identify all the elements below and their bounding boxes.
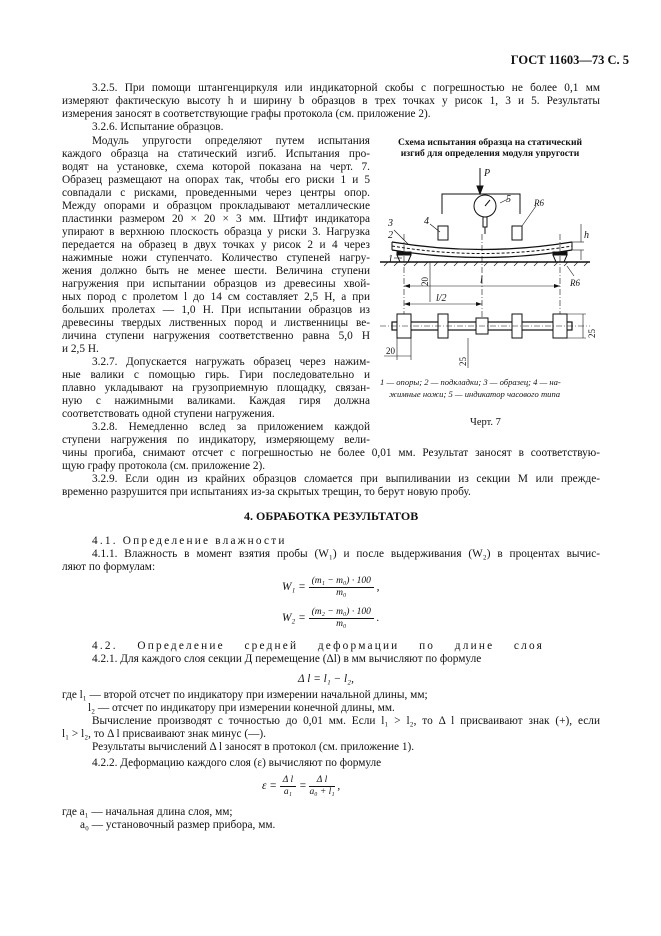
left-line: и 2,5 Н. [62,343,99,355]
where-l1: где l₁ — второй отсчет по индикатору при измерении начальной длины, мм; [62,689,428,701]
drawing-reference: Черт. 7 [470,417,501,428]
para-4-2-2-line: 4.2.2. Деформацию каждого слоя (ε) вычисляют по формуле [92,757,382,769]
formula-w1-denominator: m₀ [336,588,347,598]
left-line: пластинки размером 20 × 20 × 3 мм. Штифт индикатора [62,213,370,225]
para-4-1-1-line1: 4.1.1. Влажность в момент взятия пробы (W₁) и после выдерживания (W₂) в процентах вычис- [92,548,600,560]
para-4-1-1-line2: ляют по формулам: [62,561,156,573]
left-line: ступени нагружения по индикатору, измеряющему вели- [62,434,370,446]
para-3-2-5-line2: измеряют фактическую высоту h и ширину b образцов в трех точках у рисок 1, 3 и 5. Результаты [62,95,600,107]
para-3-2-9-line1: 3.2.9. Если один из крайних образцов сломается при выпиливании из секции М или прежде- [92,473,600,485]
left-line: 3.2.8. Немедленно вслед за приложением каждой [92,421,370,433]
formula-w1-tail: , [376,580,380,593]
left-line: нажимные ножи ступенчато. Количество ступеней нагру- [62,252,370,264]
left-line: упирают в верхнюю плоскость образца у риски 3. Нагрузка [62,226,370,238]
label-25-right: 25 [587,329,597,338]
where-l2: l₂ — отсчет по индикатору при измерении конечной длины, мм. [88,702,395,714]
left-line: больших пролетах — 1,0 Н. При испытании образцов из [62,304,370,316]
formula-eps-f2-numerator: Δ l [309,775,334,787]
label-5: 5 [506,194,511,205]
formula-eps-f1-numerator: Δ l [280,775,296,787]
label-l: l [480,275,483,286]
left-line: личина ступени нагружения соответственно равна 5,0 Н [62,330,370,342]
para-4-2-1-line: 4.2.1. Для каждого слоя секции Д перемещение (Δl) в мм вычисляют по формуле [92,653,482,665]
label-h: h [584,230,589,241]
where-a1: где a₁ — начальная длина слоя, мм; [62,806,233,818]
figure-caption-line2: изгиб для определения модуля упругости [400,148,580,159]
label-R6-bottom: R6 [570,278,580,288]
test-scheme-drawing [372,162,608,374]
formula-eps-fraction-1 [280,775,296,798]
para-3-2-5-line3: измерения заносят в соответствующие графы протокола (см. приложение 2). [62,108,431,120]
formula-w1-numerator: (m₁ − m₀) · 100 [309,576,374,588]
left-line: древесины твердых лиственных пород и лиственницы ве- [62,317,370,329]
formula-w1 [282,576,379,599]
left-line: водят на установке, схема которой показана на черт. 7. [62,161,370,173]
para-3-2-8-cont-line1: чины прогиба, снимают отсчет с погрешностью не более 0,01 мм. Результат заносят в соответствую- [62,447,600,459]
section-4-2-heading: 4.2. Определение средней деформации по длине слоя [92,640,544,652]
formula-w1-lhs: W₁ = [282,580,306,593]
formula-w2 [282,607,379,630]
para-3-2-6-heading: 3.2.6. Испытание образцов. [92,121,224,133]
label-P: P [484,168,491,179]
left-line: нагружения при испытании образцов из древесины хвой- [62,278,370,290]
label-1: 1 [388,254,393,265]
left-line: 3.2.7. Допускается нагружать образец через нажим- [92,356,370,368]
left-line: Образец размещают на опорах так, чтобы его риски 1 и 5 [62,174,370,186]
formula-w2-denominator: m₀ [336,619,347,629]
figure-caption-line1: Схема испытания образца на статический [397,137,582,148]
left-line: ных пород с пролетом l до 14 см составляет 2,5 Н, а при [62,291,370,303]
para-3-2-8-cont-line2: щую графу протокола (см. приложение 2). [62,460,266,472]
label-20-bottom: 20 [386,346,395,356]
label-2: 2 [388,230,393,241]
left-line: плавно укладывают на грузоприемную площадку, связан- [62,382,370,394]
figure-legend-line1: 1 — опоры; 2 — подкладки; 3 — образец; 4 — на- [380,377,561,387]
calc-line1: Вычисление производят с точностью до 0,01 мм. Если l₁ > l₂, то Δ l присваивают знак (+), если [92,715,600,727]
formula-eps-tail: , [337,779,341,792]
left-line: передается на образец в двух точках у рисок 2 и 4 через [62,239,370,251]
formula-delta-l: Δ l = l₁ − l₂, [298,673,354,685]
left-line: Модуль упругости определяют путем испытания [92,135,370,147]
para-3-2-5-line1: 3.2.5. При помощи штангенциркуля или индикаторной скобы с погрешностью не более 0,1 мм [92,82,600,94]
pressing-knife-left [438,226,448,240]
page-header: ГОСТ 11603—73 С. 5 [510,53,629,67]
formula-eps-fraction-2 [309,775,334,798]
left-line: совпадали с рисками, проведенными через центры опор. [62,187,370,199]
left-line: соответствовать одной ступени нагружения. [62,408,275,420]
formula-w1-fraction [309,576,374,599]
label-l-half: l/2 [436,293,447,304]
arrow-head-icon [477,186,483,194]
formula-w2-lhs: W₂ = [282,611,306,624]
formula-eps-f1-denominator: a₁ [283,787,292,797]
section-4-1-heading: 4.1. Определение влажности [92,535,287,547]
calc-line2: l₁ > l₂, то Δ l присваивают знак минус (—). [62,728,266,740]
left-line: Между опорами и образцом прокладывают металлические [62,200,370,212]
pressing-knife-right [512,226,522,240]
section-4-title: 4. ОБРАБОТКА РЕЗУЛЬТАТОВ [244,509,419,523]
label-25-bottom: 25 [458,357,468,366]
label-20-vertical: 20 [420,277,430,286]
formula-eps-equals: = [298,779,307,792]
where-a0: a₀ — установочный размер прибора, мм. [80,819,276,831]
left-line: ную с нажимными валиками. Каждая гиря должна [62,395,370,407]
left-line: каждого образца на статический изгиб. Испытания про- [62,148,370,160]
left-line: жения должно быть не менее шести. Величина ступени [62,265,370,277]
label-4: 4 [424,216,429,227]
results-line: Результаты вычислений Δ l заносят в протокол (см. приложение 1). [92,741,415,753]
formula-w2-fraction [309,607,374,630]
label-3: 3 [388,218,393,229]
formula-w2-tail: . [376,611,380,624]
label-R6-top: R6 [534,198,544,208]
formula-epsilon [262,775,340,798]
formula-eps-f2-denominator: a₀ + l₁ [309,787,335,797]
figure-legend-line2: жимные ножи; 5 — индикатор часового типа [389,389,561,399]
para-3-2-9-line2: временно разрушится при испытаниях из-за скрытых трещин, то берут новую пробу. [62,486,471,498]
left-line: ные валики с помощью гирь. Гири последовательно и [62,369,370,381]
formula-w2-numerator: (m₂ − m₀) · 100 [309,607,374,619]
formula-eps-lhs: ε = [262,779,277,792]
